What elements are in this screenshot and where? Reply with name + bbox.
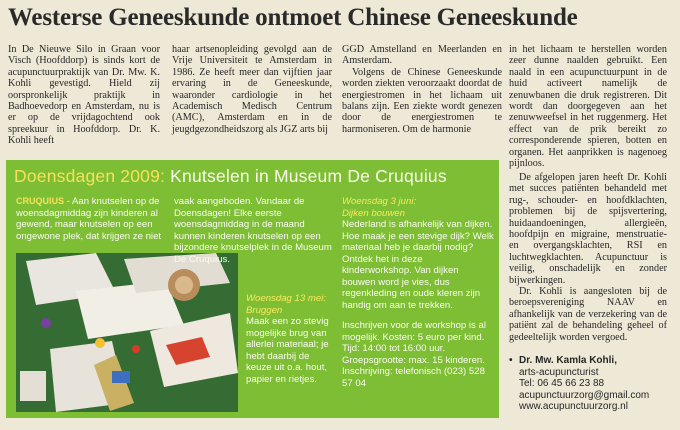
event-description-2: Nederland is afhankelijk van dijken. Hoe maak je een stevige dijk? Welk materiaal heb je daarbij nodig? Ontdek het in deze kinderworkshop. Van dijken bouwen word je vies, dus regenkleding en oude kleren zijn handig om aan te trekken.	[342, 219, 494, 311]
article-paragraph: GGD Amstelland en Meerlanden en Amsterdam.	[342, 44, 502, 67]
event-column-2-lower	[246, 293, 336, 385]
article-column-1	[8, 44, 160, 147]
author-email[interactable]: acupunctuurzorg@gmail.com	[519, 389, 650, 401]
article-paragraph: In De Nieuwe Silo in Graan voor Visch (Hoofddorp) is sinds kort de acupunctuurpraktijk van Dr. Mw. K. Kohli gevestigd. Hield zij oorspronkelijk praktijk in Badhoevedorp en Amsterdam, nu is er op de vrijdagochtend ook spreekuur in Hoofddorp. Dr. K. Kohli heeft	[8, 44, 160, 147]
bullet-icon: •	[509, 355, 513, 366]
event-body: vaak aangeboden. Vandaar de Doensdagen! Elke eerste woensdagmiddag in de maand kunnen kinderen knutselen op een bijzondere knutselplek in de Museum De Cruquius.	[174, 196, 332, 265]
event-date-2: Woensdag 3 juni:	[342, 196, 417, 207]
author-website[interactable]: www.acupunctuurzorg.nl	[519, 401, 628, 413]
event-intro: - Aan knutselen op de woensdagmiddag zijn kinderen al gewend, maar knutselen op een ongewone plek, dat krijgen ze niet	[16, 196, 162, 242]
author-name: Dr. Mw. Kamla Kohli,	[519, 355, 617, 366]
author-phone: Tel: 06 45 66 23 88	[519, 378, 605, 390]
article-paragraph: De afgelopen jaren heeft Dr. Kohli met succes patiënten behandeld met rug-, schouder- en hoofdklachten, problemen bij de spijsvertering, huidaandoeningen, allergieën, hoofdpijn en migraine, menstruatie- en overgangsklachten, RSI en luchtwegklachten. Acupunctuur is veilig, onschadelijk en zonder bijwerkingen.	[509, 172, 667, 286]
article-paragraph: haar artsenopleiding gevolgd aan de Vrije Universiteit te Amsterdam in 1986. Ze heeft meer dan vijftien jaar ervaring in de Geneeskunde, waaronder cardiologie in het Academisch Medisch Centrum (AMC), Amsterdam en in de jeugdgezondheidszorg als JGZ arts bij	[172, 44, 332, 135]
article-column-4-lower	[509, 172, 667, 343]
signature-block	[509, 355, 674, 413]
crafts-table-photo	[16, 253, 238, 412]
dateline: CRUQUIUS	[16, 196, 65, 206]
event-title-prefix: Doensdagen 2009:	[14, 166, 166, 186]
event-column-3	[342, 196, 494, 398]
event-subject-2: Dijken bouwen	[342, 207, 405, 219]
article-column-2	[172, 44, 332, 135]
event-subject-1: Bruggen	[246, 304, 283, 316]
crafts-photo-icon	[16, 253, 238, 412]
event-column-2	[174, 196, 332, 265]
headline: Westerse Geneeskunde ontmoet Chinese Geneeskunde	[8, 4, 578, 31]
article-paragraph: Volgens de Chinese Geneeskunde worden ziekten veroorzaakt doordat de energiestromen in het lichaam uit balans zijn. Een ziekte wordt genezen door de energiestromen te harmoniseren. Om de harmonie	[342, 66, 502, 135]
event-signup-info: Inschrijven voor de workshop is al mogelijk. Kosten: 5 euro per kind. Tijd: 14:00 tot 16:00 uur. Groepsgrootte: max. 15 kinderen. Inschrijving: telefonisch (023) 528 57 04	[342, 320, 486, 389]
event-box-title	[14, 166, 447, 187]
author-title: arts-acupuncturist	[519, 366, 599, 378]
event-description-1: Maak een zo stevig mogelijke brug van allerlei materiaal; je hebt daarbij de keuze uit o.a. hout, papier en rietjes.	[246, 316, 329, 385]
article-paragraph: Dr. Kohli is aangesloten bij de beroepsvereniging NAAV en afhankelijk van de verzekering van de patiënt zal de behandeling geheel of gedeeltelijk worden vergoed.	[509, 286, 667, 343]
event-title-rest: Knutselen in Museum De Cruquius	[170, 166, 447, 186]
event-date-1: Woensdag 13 mei:	[246, 293, 326, 304]
article-column-3	[342, 44, 502, 135]
event-column-1	[16, 196, 166, 242]
article-paragraph: in het lichaam te herstellen worden zeer dunne naalden gebruikt. Een naald in een acupunctuurpunt in de huid activeert namelijk de zenuwbanen die druk registreren. Dit wordt dan doorgegeven aan het zenuwweefsel in het ruggenmerg. Het effect van de prik bereikt zo corresponderende spieren, botten en organen. Het aanprikken is nagenoeg pijnloos.	[509, 44, 667, 170]
article-column-4	[509, 44, 667, 169]
